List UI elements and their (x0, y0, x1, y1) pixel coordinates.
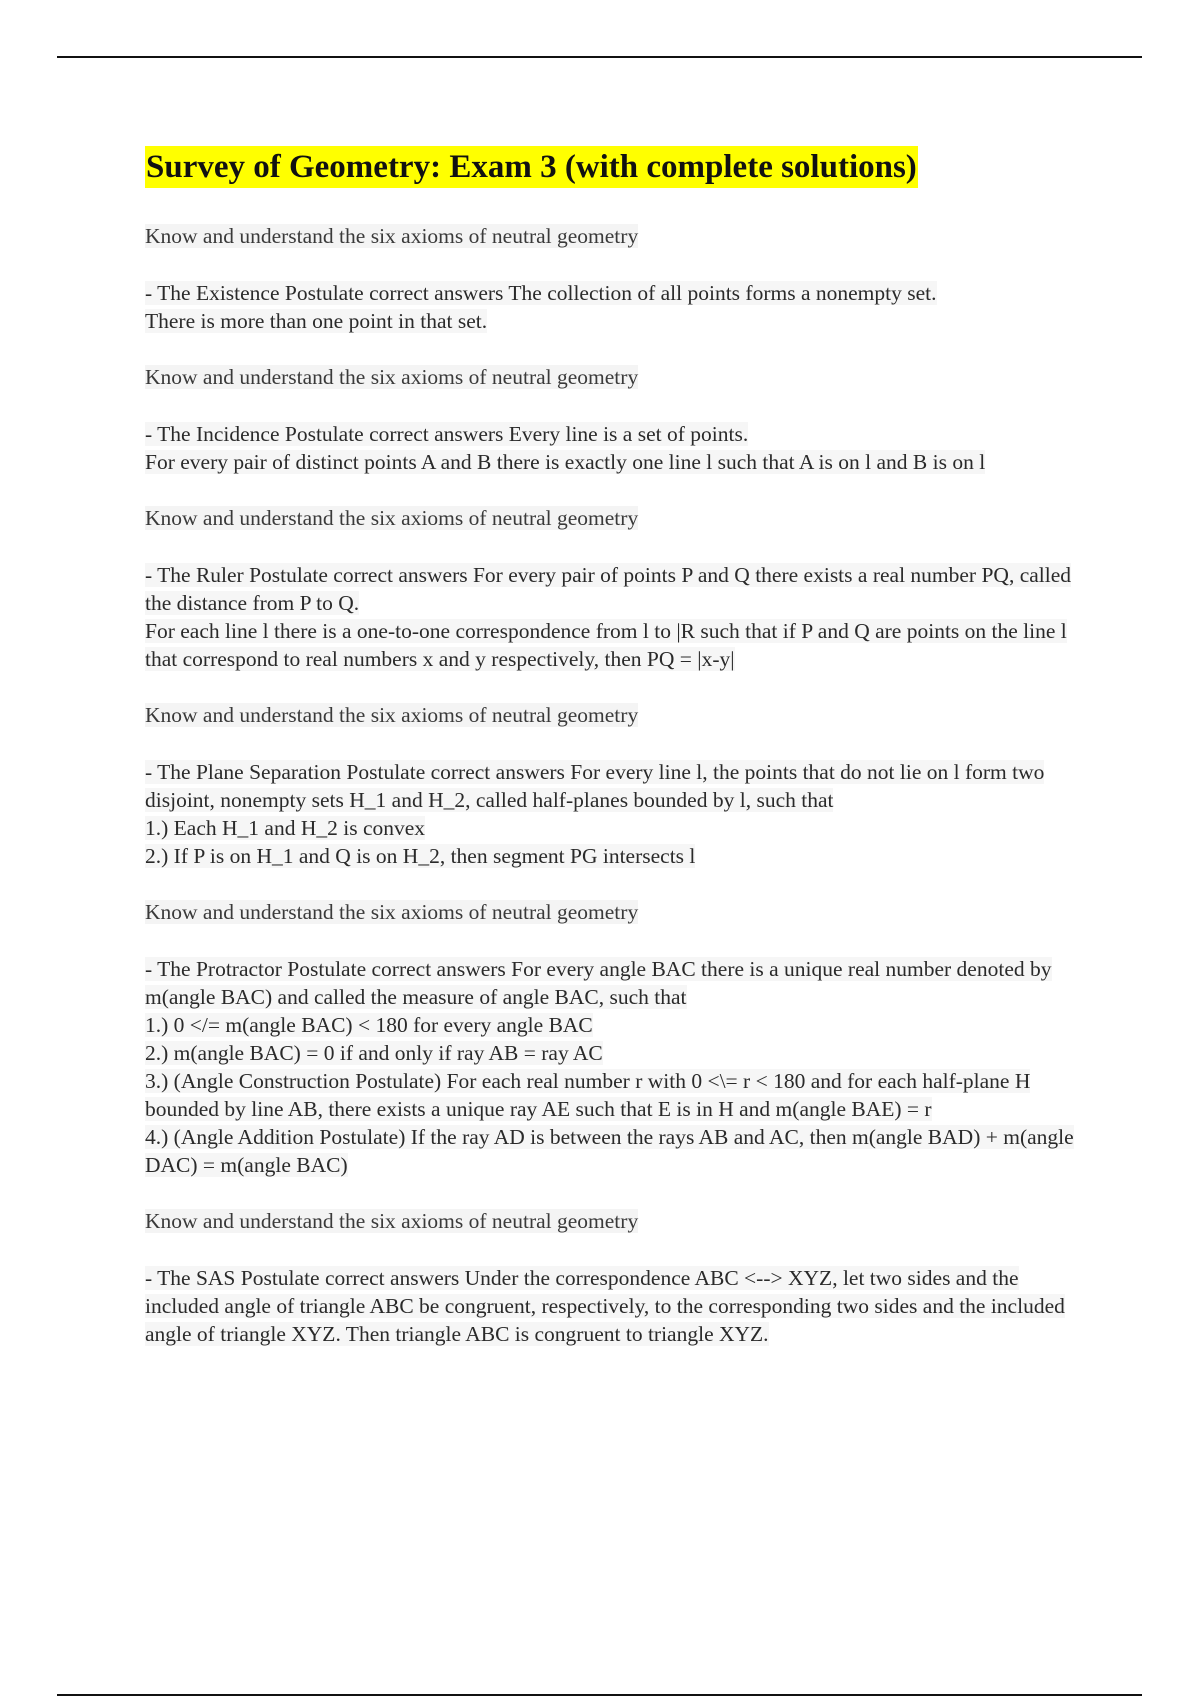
document-body (145, 146, 1090, 1376)
question-text: Know and understand the six axioms of neutral geometry (145, 900, 639, 924)
answer-text: - The Incidence Postulate correct answers Every line is a set of points. For every pair of distinct points A and B there is exactly one line l such that A is on l and B is on l (145, 422, 986, 474)
bottom-rule (57, 1694, 1142, 1696)
answer-text: - The Plane Separation Postulate correct answers For every line l, the points that do not lie on l form two disjoint, nonempty sets H_1 and H_2, called half-planes bounded by l, such that 1.) Each H_1 and H_2 is convex 2.) If P is on H_1 and Q is on H_2, then segment PG intersects l (145, 760, 1045, 868)
top-rule (57, 56, 1142, 58)
answer-text: - The SAS Postulate correct answers Under the correspondence ABC <--> XYZ, let two sides and the included angle of triangle ABC be congruent, respectively, to the corresponding two sides and the included angle of triangle XYZ. Then triangle ABC is congruent to triangle XYZ. (145, 1266, 1065, 1346)
question-text: Know and understand the six axioms of neutral geometry (145, 1209, 639, 1233)
answer-text: - The Protractor Postulate correct answers For every angle BAC there is a unique real number denoted by m(angle BAC) and called the measure of angle BAC, such that 1.) 0 </= m(angle BAC) < 180 for every angle BAC 2.) m(angle BAC) = 0 if and only if ray AB = ray AC 3.) (Angle Construction Postulate) For each real number r with 0 <\= r < 180 and for each half-plane H bounded by line AB, there exists a unique ray AE such that E is in H and m(angle BAE) = r 4.) (Angle Addition Postulate) If the ray AD is between the rays AB and AC, then m(angle BAD) + m(angle DAC) = m(angle BAC) (145, 957, 1074, 1177)
answer-text: - The Existence Postulate correct answers The collection of all points forms a nonempty set. There is more than one point in that set. (145, 281, 937, 333)
document-title: Survey of Geometry: Exam 3 (with complete solutions) (145, 146, 918, 188)
answer-text: - The Ruler Postulate correct answers For every pair of points P and Q there exists a real number PQ, called the distance from P to Q. For each line l there is a one-to-one correspondence from l to |R such that if P and Q are points on the line l that correspond to real numbers x and y respectively, then PQ = |x-y| (145, 563, 1072, 671)
question-text: Know and understand the six axioms of neutral geometry (145, 224, 639, 248)
question-text: Know and understand the six axioms of neutral geometry (145, 506, 639, 530)
question-text: Know and understand the six axioms of neutral geometry (145, 365, 639, 389)
question-text: Know and understand the six axioms of neutral geometry (145, 703, 639, 727)
